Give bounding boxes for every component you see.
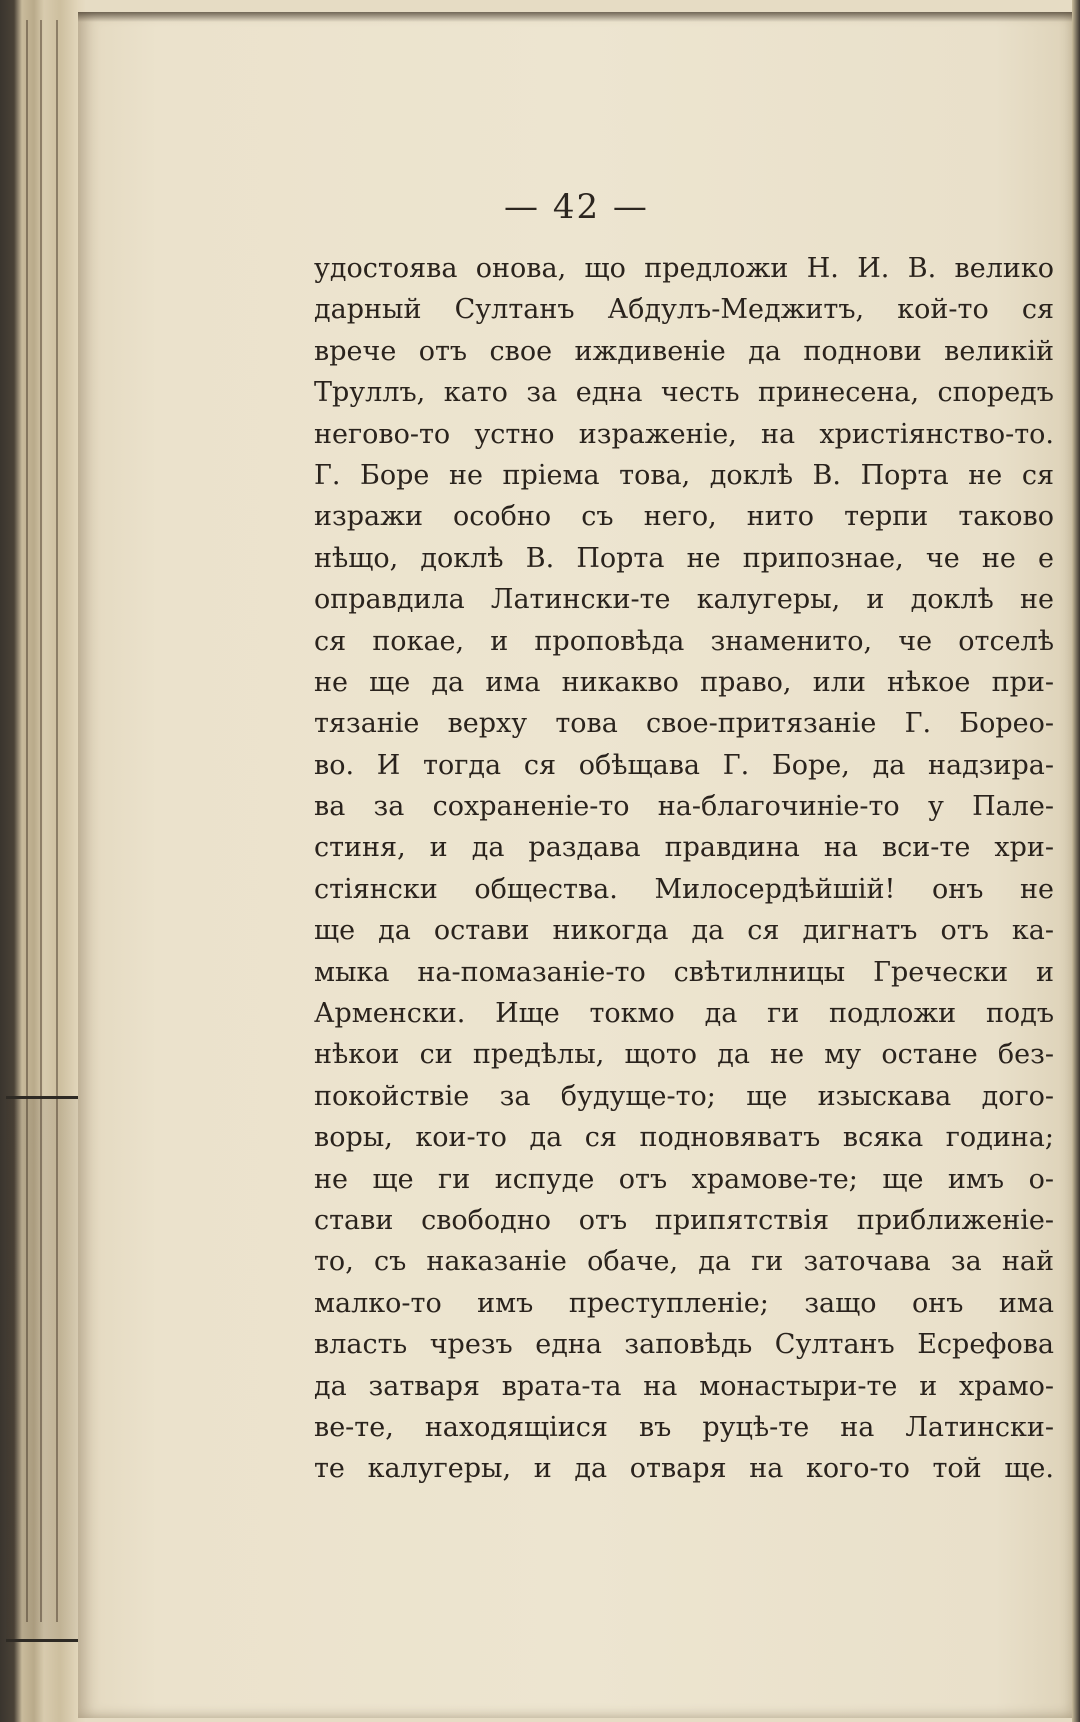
text-line: воры, кои-то да ся подновяватъ всяка година; — [314, 1122, 1054, 1154]
text-line: удостоява онова, що предложи Н. И. В. велико — [314, 253, 1054, 284]
body-text — [314, 248, 1054, 1490]
text-line: тязаніе верху това свое-притязаніе Г. Борео- — [314, 708, 1054, 740]
text-line: власть чрезъ една заповѣдь Султанъ Есрефова — [314, 1329, 1054, 1361]
text-line: врече отъ свое иждивеніе да поднови великій — [314, 335, 1054, 367]
text-line: покойствіе за будуще-то; ще изыскава дого- — [314, 1080, 1054, 1112]
text-line: те калугеры, и да отваря на кого-то той ще. — [314, 1453, 1054, 1485]
text-line: негово-то устно израженіе, на христіянство-то. — [314, 418, 1054, 450]
text-line: ся покае, и проповѣда знаменито, че отселѣ — [314, 625, 1054, 657]
text-line: нѣщо, доклѣ В. Порта не припознае, че не е — [314, 542, 1054, 574]
text-line: Арменски. Ище токмо да ги подложи подъ — [314, 998, 1054, 1030]
text-line: Г. Боре не пріема това, доклѣ В. Порта не ся — [314, 459, 1054, 491]
text-line: оправдила Латински-те калугеры, и доклѣ не — [314, 584, 1054, 616]
book-page — [78, 12, 1075, 1718]
text-line: не ще ги испуде отъ храмове-те; ще имъ о- — [314, 1163, 1054, 1195]
text-line: изражи особно съ него, нито терпи таково — [314, 501, 1054, 533]
text-line: стави свободно отъ припятствія приближеніе- — [314, 1204, 1054, 1236]
text-line: Труллъ, като за една честь принесена, споредъ — [314, 377, 1054, 409]
text-line: ве-те, находящіися въ руцѣ-те на Латински- — [314, 1411, 1054, 1443]
text-line: нѣкои си предѣлы, щото да не му остане без- — [314, 1039, 1054, 1071]
text-line: ще да остави никогда да ся дигнатъ отъ ка- — [314, 915, 1054, 947]
page-number: — 42 — — [504, 187, 649, 227]
page-edge-right — [1072, 0, 1080, 1722]
text-line: ва за сохраненіе-то на-благочиніе-то у Пале- — [314, 791, 1054, 823]
text-line: мыка на-помазаніе-то свѣтилницы Гречески и — [314, 956, 1054, 988]
text-line: то, съ наказаніе обаче, да ги заточава за най — [314, 1246, 1054, 1278]
text-line: дарный Султанъ Абдулъ-Меджитъ, кой-то ся — [314, 294, 1054, 326]
text-line: во. И тогда ся обѣщава Г. Боре, да надзира- — [314, 749, 1054, 781]
text-line: стиня, и да раздава правдина на вси-те хри- — [314, 832, 1054, 864]
text-line: малко-то имъ преступленіе; защо онъ има — [314, 1287, 1054, 1319]
text-line: не ще да има никакво право, или нѣкое при- — [314, 666, 1054, 698]
text-line: стіянски общества. Милосердѣйшій! онъ не — [314, 873, 1054, 905]
text-line: да затваря врата-та на монастыри-те и храмо- — [314, 1370, 1054, 1402]
